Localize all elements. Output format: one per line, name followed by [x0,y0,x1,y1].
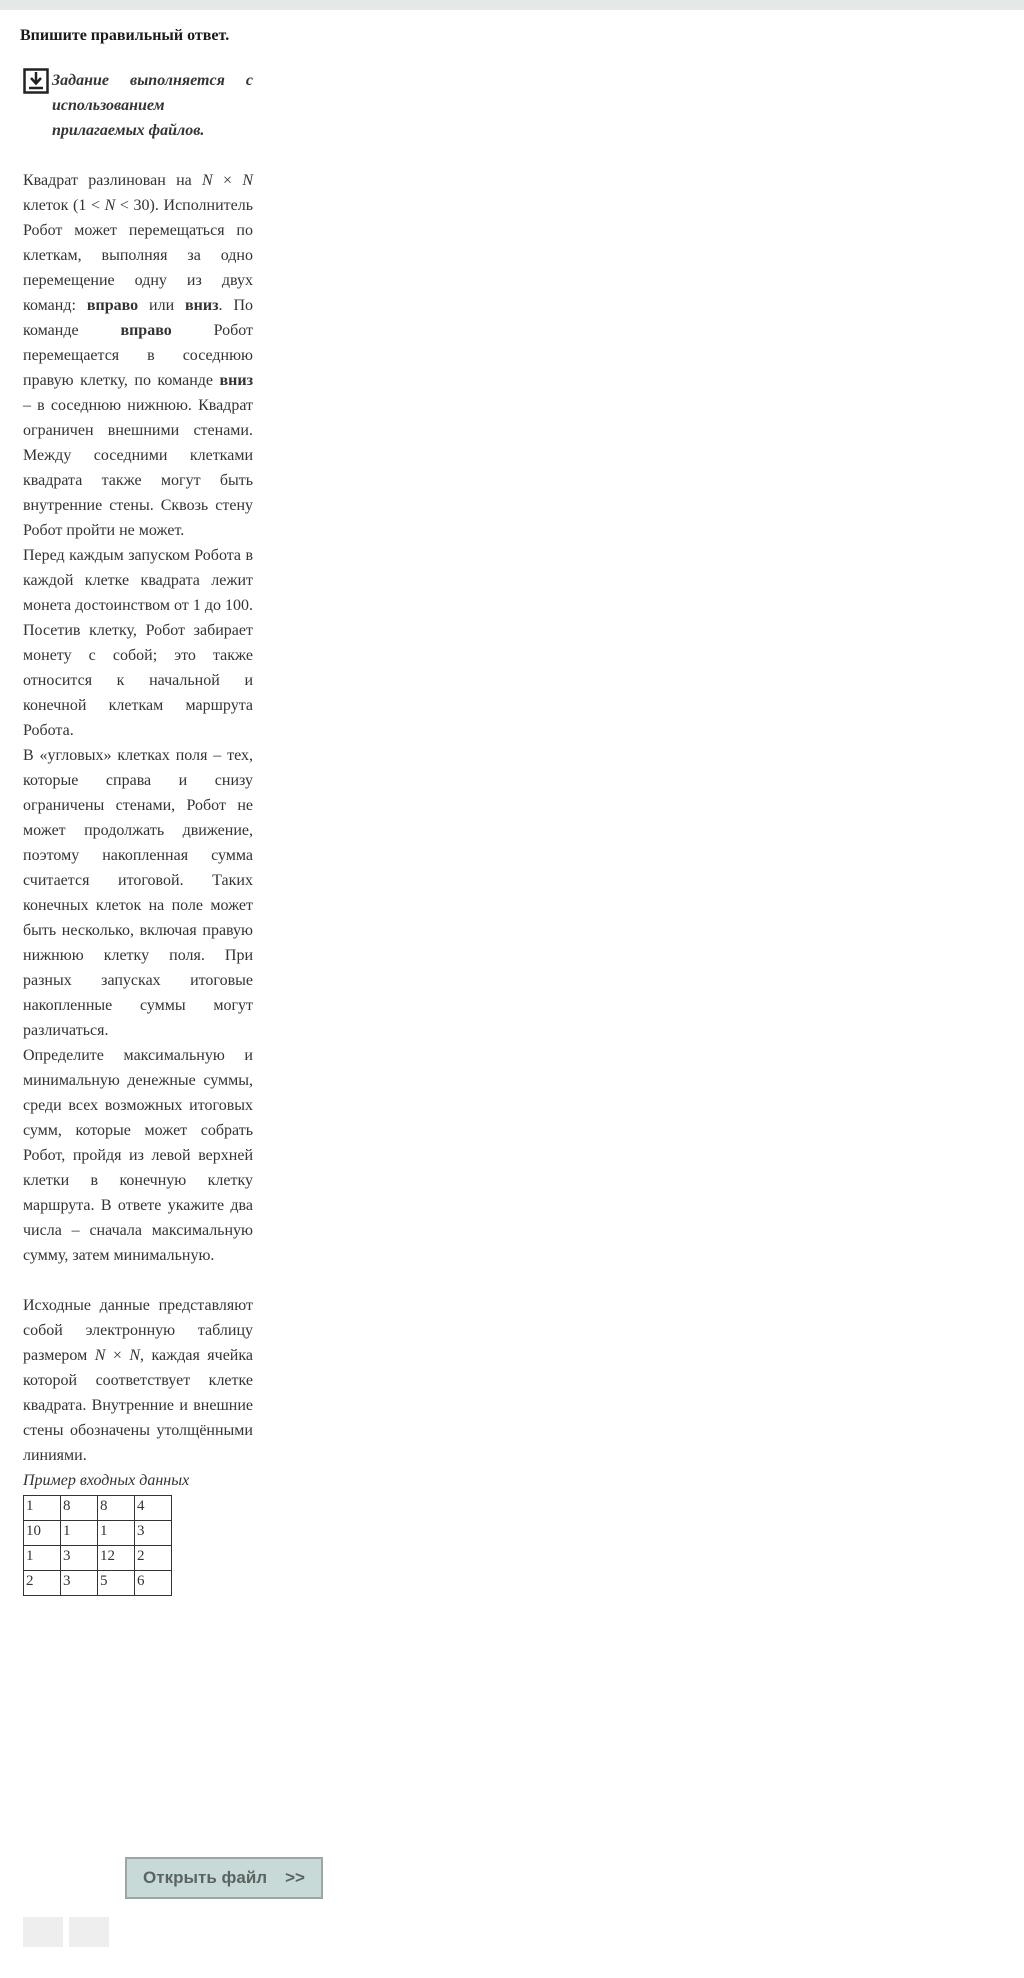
file-note-text: Задание выполняется с использованием прилагаемых файлов. [52,72,253,139]
table-row [24,1496,172,1521]
instruction-title: Впишите правильный ответ. [20,27,230,44]
paragraph-2: Перед каждым запуском Робота в каждой клетке квадрата лежит монета достоинством от 1 до 100. Посетив клетку, Робот забирает монету с собой; это также относится к начальной и конечной клеткам маршрута Робота. [23,547,253,739]
nav-button-prev[interactable] [23,1917,63,1947]
table-cell: 1 [24,1496,61,1521]
table-cell: 8 [61,1496,98,1521]
table-cell: 12 [98,1546,135,1571]
table-row [24,1546,172,1571]
paragraph-5: Исходные данные представляют собой электронную таблицу размером N × N, каждая ячейка которой соответствует клетке квадрата. Внутренние и внешние стены обозначены утолщёнными линиями. [23,1297,253,1464]
download-tray-icon [23,68,49,94]
table-cell: 2 [135,1546,172,1571]
table-cell: 1 [61,1521,98,1546]
open-file-label: Открыть файл [143,1868,268,1887]
table-cell: 1 [98,1521,135,1546]
nav-button-next[interactable] [69,1917,109,1947]
table-cell: 2 [24,1571,61,1596]
open-file-button[interactable] [125,1857,323,1899]
table-cell: 5 [98,1571,135,1596]
example-title: Пример входных данных [23,1472,190,1489]
table-cell: 1 [24,1546,61,1571]
table-row [24,1571,172,1596]
table-cell: 3 [61,1571,98,1596]
file-note [23,68,253,168]
table-cell: 6 [135,1571,172,1596]
table-cell: 10 [24,1521,61,1546]
paragraph-3: В «угловых» клетках поля – тех, которые справа и снизу ограничены стенами, Робот не может продолжать движение, поэтому накопленная сумма считается итоговой. Таких конечных клеток на поле может быть несколько, включая правую нижнюю клетку поля. При разных запусках итоговые накопленные суммы могут различаться. [23,747,253,1039]
top-bar [0,0,1024,10]
task-body [23,68,253,1596]
table-cell: 4 [135,1496,172,1521]
table-cell: 3 [135,1521,172,1546]
table-cell: 3 [61,1546,98,1571]
paragraph-4: Определите максимальную и минимальную денежные суммы, среди всех возможных итоговых сумм, которые может собрать Робот, пройдя из левой верхней клетки в конечную клетку маршрута. В ответе укажите два числа – сначала максимальную сумму, затем минимальную. [23,1047,253,1264]
open-file-arrow: >> [285,1868,305,1887]
table-cell: 8 [98,1496,135,1521]
table-row [24,1521,172,1546]
example-table [23,1495,172,1596]
paragraph-1: Квадрат разлинован на N × N клеток (1 < N < 30). Исполнитель Робот может перемещаться по клеткам, выполняя за одно перемещение одну из двух команд: вправо или вниз. По команде вправо Робот перемещается в соседнюю правую клетку, по команде вниз – в соседнюю нижнюю. Квадрат ограничен внешними стенами. Между соседними клетками квадрата также могут быть внутренние стены. Сквозь стену Робот пройти не может. [23,172,254,539]
